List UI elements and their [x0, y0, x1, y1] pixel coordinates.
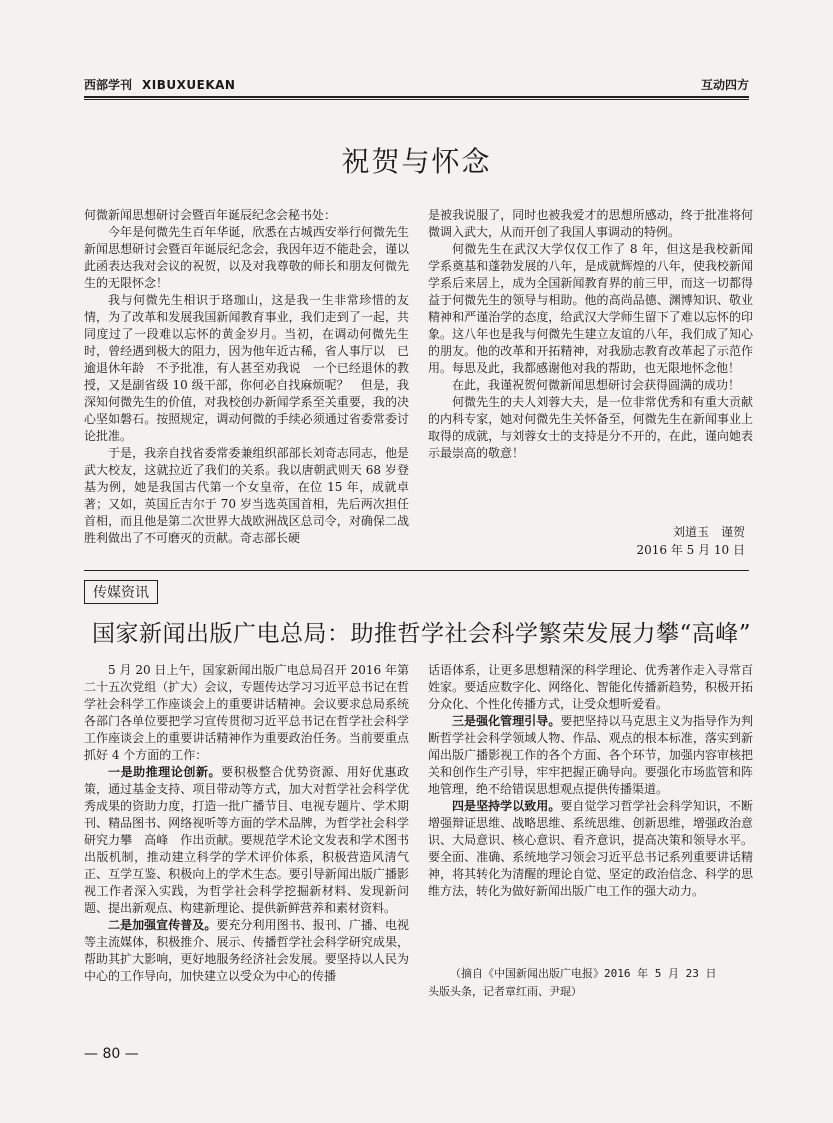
source-line: 头版头条，记者章红雨、尹琨）	[428, 985, 582, 998]
paragraph-intro: 5 月 20 日上午，国家新闻出版广电总局召开 2016 年第二十五次党组（扩大）会议，专题传达学习习近平总书记在哲学社会科学工作座谈会上的重要讲话精神。会议要求总局系统各部门各单位要把学习宣传贯彻习近平总书记在哲学社会科学工作座谈会上的重要讲话精神作为重要政治任务。当前要重点抓好 4 个方面的工作：	[84, 663, 409, 762]
point-lead: 四是坚持学以致用。	[452, 799, 561, 813]
article1-right-column	[428, 207, 753, 462]
article-title-congrats: 祝贺与怀念	[341, 145, 492, 178]
journal-name	[84, 76, 235, 93]
journal-name-cn: 西部学刊	[84, 78, 133, 92]
article-title-news: 国家新闻出版广电总局：助推哲学社会科学繁荣发展力攀“高峰”	[92, 621, 752, 647]
page-number: — 80 —	[84, 1046, 139, 1062]
point-lead: 二是加强宣传普及。	[108, 918, 217, 932]
journal-name-en: XIBUXUEKAN	[142, 78, 236, 92]
column-name: 互动四方	[700, 78, 749, 92]
source-line: （摘自《中国新闻出版广电报》2016 年 5 月 23 日	[450, 967, 717, 980]
article1-left-column	[84, 207, 409, 547]
paragraph-point-1	[84, 764, 409, 917]
article2-left-column	[84, 662, 409, 985]
paragraph: 何微先生的夫人刘蓉大夫，是一位非常优秀和有重大贡献的内科专家，她对何微先生关怀备至，何微先生在新闻事业上取得的成就，与刘蓉女士的支持是分不开的，在此，谨向她表示最崇高的敬意！	[428, 395, 753, 460]
paragraph: 何微先生在武汉大学仅仅工作了 8 年，但这是我校新闻学系奠基和蓬勃发展的八年，是成就辉煌的八年，使我校新闻学系后来居上，成为全国新闻教育界的前三甲，而这一切都得益于何微先生的领导与相助。他的高尚品德、渊博知识、敬业精神和严谨治学的态度，给武汉大学师生留下了难以忘怀的印象。这八年也是我与何微先生建立友谊的八年，我们成了知心的朋友。他的改革和开拓精神，对我励志教育改革起了示范作用。每思及此，我都感谢他对我的帮助，也无限地怀念他！	[428, 242, 753, 375]
paragraph-continued: 话语体系，让更多思想精深的科学理论、优秀著作走入寻常百姓家。要适应数字化、网络化、智能化传播新趋势，积极开拓分众化、个性化传播方式，让受众想听爱看。	[428, 663, 753, 711]
section-rule	[84, 570, 749, 571]
point-body: 要充分利用图书、报刊、广播、电视等主流媒体，积极推介、展示、传播哲学社会科学研究成果，帮助其扩大影响，更好地服务经济社会发展。要坚持以人民为中心的工作导向，加快建立以受众为中心的传播	[84, 918, 409, 983]
paragraph-point-4	[428, 798, 753, 900]
article2-right-column	[428, 662, 753, 900]
point-lead: 一是助推理论创新。	[108, 765, 222, 779]
paragraph: 我与何微先生相识于珞珈山，这是我一生非常珍惜的友情，为了改革和发展我国新闻教育事业，我们走到了一起，共同度过了一段难以忘怀的黄金岁月。当初，在调动何微先生时，曾经遇到极大的阻力，因为他年近古稀，省人事厅以 已逾退休年龄 不予批准，有人甚至劝我说 一个已经退休的教授，又是副省级 10 级干部，你何必自找麻烦呢？ 但是，我深知何微先生的价值，对我校创办新闻学系至关重要，我的决心坚如磐石。按照规定，调动何微的手续必须通过省委常委讨论批准。	[84, 293, 409, 443]
paragraph: 今年是何微先生百年华诞，欣悉在古城西安举行何微先生新闻思想研讨会暨百年诞辰纪念会，我因年迈不能赴会，谨以此函表达我对会议的祝贺，以及对我尊敬的师长和朋友何微先生的无限怀念！	[84, 225, 409, 290]
point-body: 要积极整合优势资源、用好优惠政策，通过基金支持、项目带动等方式，加大对哲学社会科学优秀成果的资助力度，打造一批广播节目、电视专题片、学术期刊、精品图书、网络视听等方面的学术品牌，为哲学社会科学研究力攀 高峰 作出贡献。要规范学术论文发表和学术图书出版机制，推动建立科学的学术评价体系，积极营造风清气正、互学互鉴、积极向上的学术生态。要引导新闻出版广播影视工作者深入实践，为哲学社会科学挖掘新材料、发现新问题、提出新观点、构建新理论、提供新鲜营养和素材资料。	[84, 765, 409, 915]
paragraph: 是被我说服了，同时也被我爱才的思想所感动，终于批准将何微调入武大，从而开创了我国人事调动的特例。	[428, 208, 753, 239]
source-note	[428, 965, 753, 1001]
paragraph-point-2	[84, 917, 409, 985]
signature: 刘道玉 谨贺	[672, 525, 745, 539]
paragraph: 在此，我谨祝贺何微新闻思想研讨会获得圆满的成功！	[452, 378, 741, 392]
signature-date: 2016 年 5 月 10 日	[636, 543, 745, 557]
section-label: 传媒资讯	[84, 580, 158, 604]
salutation: 何微新闻思想研讨会暨百年诞辰纪念会秘书处：	[84, 208, 337, 222]
point-lead: 三是强化管理引导。	[452, 714, 561, 728]
point-body: 要把坚持以马克思主义为指导作为判断哲学社会科学领域人物、作品、观点的根本标准，落实到新闻出版广播影视工作的各个方面、各个环节，加强内容审核把关和创作生产引导，牢牢把握正确导向。要强化市场监管和阵地管理，绝不给错误思想观点提供传播渠道。	[428, 714, 753, 796]
header-rule-thin	[84, 99, 749, 100]
point-body: 要自觉学习哲学社会科学知识，不断增强辩证思维、战略思维、系统思维、创新思维，增强政治意识、大局意识、核心意识、看齐意识，提高决策和领导水平。要全面、准确、系统地学习领会习近平总书记系列重要讲话精神，将其转化为清醒的理论自觉、坚定的政治信念、科学的思维方法，转化为做好新闻出版广电工作的强大动力。	[428, 799, 753, 898]
paragraph: 于是，我亲自找省委常委兼组织部部长刘奇志同志，他是武大校友，这就拉近了我们的关系。我以唐朝武则天 68 岁登基为例，她是我国古代第一个女皇帝，在位 15 年，成就卓著；又如，英国丘吉尔于 70 岁当选英国首相，先后两次担任首相，而且他是第二次世界大战欧洲战区总司令，对确保二战胜利做出了不可磨灭的贡献。奇志部长硬	[84, 446, 409, 545]
signature-block	[428, 523, 753, 559]
paragraph-point-3	[428, 713, 753, 798]
header-rule	[84, 96, 749, 98]
